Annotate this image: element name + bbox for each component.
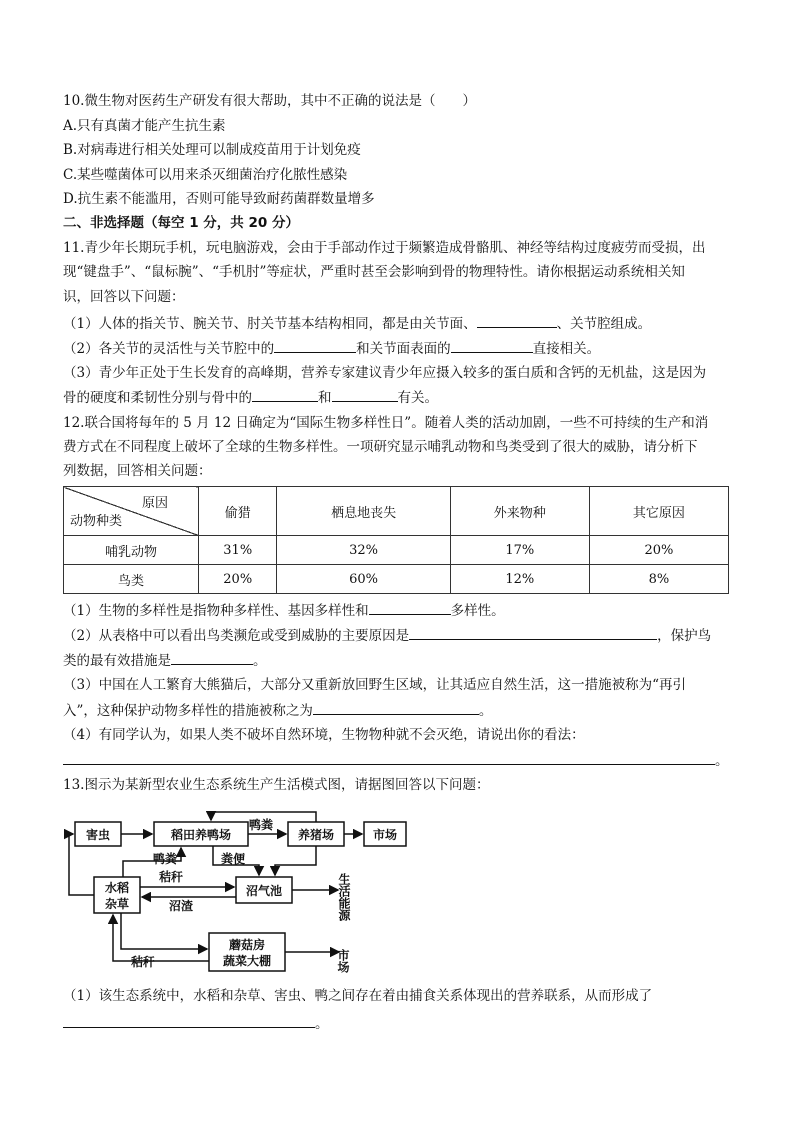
edge-label-feces: 粪便 bbox=[221, 852, 246, 866]
q12-part3-text-c: 。 bbox=[478, 703, 493, 719]
q10-option-c: C.某些噬菌体可以用来杀灭细菌治疗化脓性感染 bbox=[63, 167, 348, 183]
q11-part2 bbox=[63, 338, 600, 359]
q11-part3-text-d: 有关。 bbox=[397, 390, 438, 406]
q12-part2-text-c: 类的最有效措施是 bbox=[63, 653, 171, 669]
answer-blank[interactable] bbox=[409, 625, 657, 640]
row-label: 鸟类 bbox=[64, 565, 199, 594]
q13-part1-line2 bbox=[63, 1013, 329, 1034]
answer-blank[interactable] bbox=[63, 1013, 315, 1028]
q12-part2-text-b: ，保护鸟 bbox=[657, 628, 712, 644]
q11-part2-text-b: 和关节面表面的 bbox=[356, 341, 451, 357]
node-rice-label-1: 水稻 bbox=[104, 881, 130, 895]
q11-part1-text-a: （1）人体的指关节、腕关节、肘关节基本结构相同，都是由关节面、 bbox=[63, 316, 477, 332]
corner-label-species: 动物种类 bbox=[70, 514, 123, 529]
q12-part2-text-a: （2）从表格中可以看出鸟类濒危或受到威胁的主要原因是 bbox=[63, 628, 410, 644]
table-cell: 8% bbox=[589, 565, 728, 594]
table-cell: 20% bbox=[589, 536, 728, 565]
table-cell: 12% bbox=[450, 565, 589, 594]
edge-label-duck-manure: 鸭粪 bbox=[153, 852, 178, 866]
q12-part2-line1 bbox=[63, 625, 711, 646]
q10-option-b: B.对病毒进行相关处理可以制成疫苗用于计划免疫 bbox=[63, 142, 361, 158]
q12-part2-line2 bbox=[63, 650, 267, 671]
q13-part1-line1: （1）该生态系统中，水稻和杂草、害虫、鸭之间存在着由捕食关系体现出的营养联系，从而形成了 bbox=[63, 988, 653, 1004]
market-label-2: 市场 bbox=[336, 949, 350, 973]
q12-stem-line2: 费方式在不同程度上破坏了全球的生物多样性。一项研究显示哺乳动物和鸟类受到了很大的威胁，请分析下 bbox=[63, 439, 698, 455]
table-row bbox=[64, 536, 729, 565]
node-pig-farm: 养猪场 bbox=[297, 828, 335, 842]
node-duck-farm: 稻田养鸭场 bbox=[170, 828, 232, 842]
energy-label: 生活能源 bbox=[337, 873, 351, 921]
node-rice-label-2: 杂草 bbox=[104, 897, 130, 911]
answer-blank[interactable] bbox=[252, 387, 318, 402]
table-cell: 17% bbox=[450, 536, 589, 565]
section-heading: 二、非选择题（每空 1 分，共 20 分） bbox=[63, 215, 299, 231]
q11-part2-text-a: （2）各关节的灵活性与关节腔中的 bbox=[63, 341, 275, 357]
q11-part3-text-c: 和 bbox=[318, 390, 332, 406]
q11-part2-text-c: 直接相关。 bbox=[532, 341, 601, 357]
table-cell: 32% bbox=[277, 536, 450, 565]
q13-stem: 13.图示为某新型农业生态系统生产生活模式图，请据图回答以下问题： bbox=[63, 777, 490, 793]
q12-part3-text-b: 入”，这种保护动物多样性的措施被称之为 bbox=[63, 703, 313, 719]
edge-label-residue: 沼渣 bbox=[169, 899, 194, 913]
node-mushroom-2: 蔬菜大棚 bbox=[222, 954, 272, 968]
table-corner-cell bbox=[64, 487, 199, 536]
q11-part1 bbox=[63, 313, 651, 334]
q11-part3-line2 bbox=[63, 387, 438, 408]
answer-blank[interactable] bbox=[63, 750, 715, 765]
ecosystem-flow-diagram bbox=[63, 803, 408, 975]
row-label: 哺乳动物 bbox=[64, 536, 199, 565]
answer-blank[interactable] bbox=[171, 650, 253, 665]
q11-part3-line1: （3）青少年正处于生长发育的高峰期，营养专家建议青少年应摄入较多的蛋白质和含钙的无机盐，这是因为 bbox=[63, 365, 707, 381]
answer-blank[interactable] bbox=[451, 338, 533, 353]
edge-label-straw-2: 秸秆 bbox=[131, 955, 156, 969]
table-header-cell: 栖息地丧失 bbox=[277, 487, 450, 536]
q12-stem-line1: 12.联合国将每年的 5 月 12 日确定为“国际生物多样性日”。随着人类的活动加剧，一些不可持续的生产和消 bbox=[63, 415, 709, 431]
threat-data-table bbox=[63, 486, 729, 594]
q12-part1-text-b: 多样性。 bbox=[450, 603, 505, 619]
node-market: 市场 bbox=[372, 828, 398, 842]
table-cell: 60% bbox=[277, 565, 450, 594]
q12-part4-answer-line bbox=[63, 750, 729, 771]
table-header-cell: 偷猎 bbox=[199, 487, 277, 536]
table-cell: 20% bbox=[199, 565, 277, 594]
edge-label-straw: 秸秆 bbox=[159, 870, 184, 884]
q12-part3-line2 bbox=[63, 700, 492, 721]
table-row bbox=[64, 565, 729, 594]
q12-part4: （4）有同学认为，如果人类不破坏自然环境，生物物种就不会灭绝，请说出你的看法： bbox=[63, 727, 585, 743]
q10-option-a: A.只有真菌才能产生抗生素 bbox=[63, 118, 226, 134]
q12-stem-line3: 列数据，回答相关问题： bbox=[63, 463, 212, 479]
q11-stem-line2: 现“键盘手”、“鼠标腕”、“手机肘”等症状，严重时甚至会影响到骨的物理特性。请你根据运动系统相关知 bbox=[63, 264, 685, 280]
q12-part3-line1: （3）中国在人工繁育大熊猫后，大部分又重新放回野生区域，让其适应自然生活，这一措施被称为“再引 bbox=[63, 677, 686, 693]
q13-part1-end: 。 bbox=[315, 1016, 329, 1032]
edge-label-manure: 鸭粪 bbox=[249, 818, 274, 832]
answer-blank[interactable] bbox=[313, 700, 479, 715]
node-pest: 害虫 bbox=[85, 828, 111, 842]
q11-stem-line1: 11.青少年长期玩手机，玩电脑游戏，会由于手部动作过于频繁造成骨骼肌、神经等结构过度疲劳而受损，出 bbox=[63, 240, 706, 256]
q11-part1-text-b: 、关节腔组成。 bbox=[556, 316, 652, 332]
answer-blank[interactable] bbox=[332, 387, 398, 402]
corner-label-cause: 原因 bbox=[141, 496, 168, 511]
table-header-cell: 其它原因 bbox=[589, 487, 728, 536]
table-cell: 31% bbox=[199, 536, 277, 565]
table-header-cell: 外来物种 bbox=[450, 487, 589, 536]
q12-part2-text-d: 。 bbox=[253, 653, 267, 669]
q12-part1-text-a: （1）生物的多样性是指物种多样性、基因多样性和 bbox=[63, 603, 369, 619]
node-biogas: 沼气池 bbox=[245, 884, 283, 898]
answer-blank[interactable] bbox=[274, 338, 356, 353]
table-header-row bbox=[64, 487, 729, 536]
node-mushroom-1: 蘑菇房 bbox=[228, 938, 266, 952]
q10-option-d: D.抗生素不能滥用，否则可能导致耐药菌群数量增多 bbox=[63, 191, 375, 207]
q11-part3-text-b: 骨的硬度和柔韧性分别与骨中的 bbox=[63, 390, 252, 406]
answer-blank[interactable] bbox=[369, 600, 451, 615]
q10-stem: 10.微生物对医药生产研发有很大帮助，其中不正确的说法是（ ） bbox=[63, 93, 476, 109]
answer-blank[interactable] bbox=[477, 313, 557, 328]
q12-part4-end: 。 bbox=[715, 753, 729, 769]
q11-stem-line3: 识，回答以下问题： bbox=[63, 289, 185, 305]
q12-part1 bbox=[63, 600, 505, 621]
